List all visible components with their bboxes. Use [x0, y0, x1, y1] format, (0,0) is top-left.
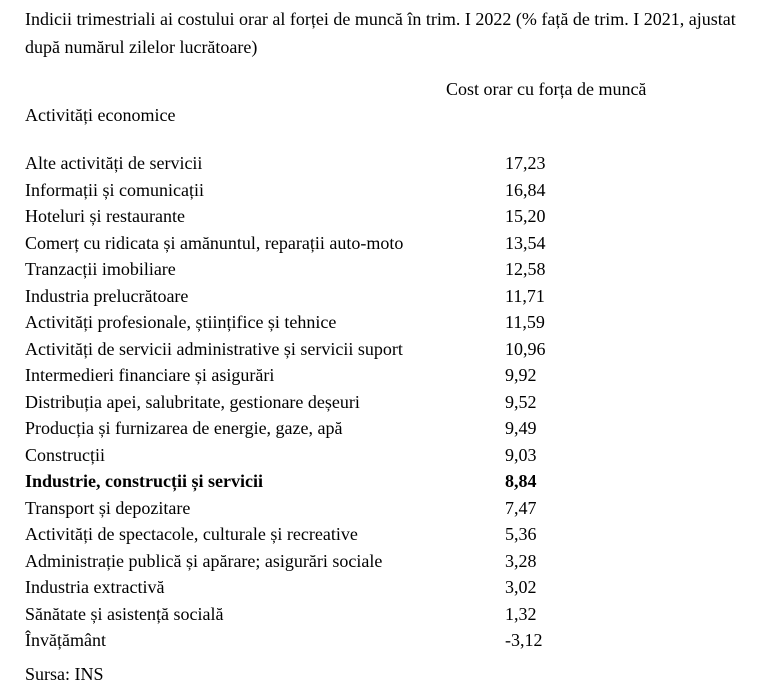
- cost-index-value: 3,02: [505, 577, 537, 597]
- cost-index-value: 10,96: [505, 338, 546, 359]
- column-header-cost: Cost orar cu forța de muncă: [446, 79, 647, 99]
- table-row: [0, 309, 772, 336]
- activity-label: Construcții: [25, 444, 105, 465]
- activity-label: Activități de spectacole, culturale și recreative: [25, 524, 358, 544]
- cost-index-value: 9,52: [505, 391, 537, 412]
- cost-index-value: 12,58: [505, 259, 546, 279]
- table-title: Indicii trimestriali ai costului orar al forței de muncă în trim. I 2022 (% față de trim. I 2021, ajustat după numărul zilelor lucrătoare): [25, 9, 736, 57]
- cost-index-value: 13,54: [505, 232, 546, 253]
- cost-index-value: 8,84: [505, 471, 537, 491]
- cost-index-value: 11,71: [505, 285, 545, 306]
- activity-label: Distribuția apei, salubritate, gestionare deșeuri: [25, 391, 360, 412]
- activity-label: Industria extractivă: [25, 577, 165, 597]
- cost-index-value: 16,84: [505, 179, 546, 200]
- cost-index-value: 11,59: [505, 312, 545, 332]
- table-row: [0, 415, 772, 442]
- activity-label: Industrie, construcții și servicii: [25, 471, 263, 491]
- cost-index-value: 1,32: [505, 603, 537, 624]
- table-row: [0, 601, 772, 628]
- cost-index-value: 7,47: [505, 497, 537, 518]
- activity-label: Activități de servicii administrative și servicii suport: [25, 338, 403, 359]
- cost-index-value: 9,92: [505, 365, 537, 385]
- cost-index-value: 3,28: [505, 550, 537, 571]
- cost-index-value: 9,03: [505, 444, 537, 465]
- activity-label: Transport și depozitare: [25, 497, 191, 518]
- activity-label: Administrație publică și apărare; asigurări sociale: [25, 550, 383, 571]
- table-body: [0, 150, 772, 654]
- activity-label: Informații și comunicații: [25, 179, 204, 200]
- table-row: [0, 468, 772, 495]
- activity-label: Hoteluri și restaurante: [25, 206, 185, 226]
- cost-index-value: 5,36: [505, 524, 537, 544]
- activity-label: Comerț cu ridicata și amănuntul, reparații auto-moto: [25, 232, 404, 253]
- table-row: [0, 203, 772, 230]
- activity-label: Producția și furnizarea de energie, gaze, apă: [25, 418, 343, 438]
- table-row: [0, 336, 772, 363]
- table-row: [0, 362, 772, 389]
- row-header-activities: Activități economice: [25, 105, 176, 125]
- table-row: [0, 521, 772, 548]
- table-row: [0, 150, 772, 177]
- table-row: [0, 574, 772, 601]
- activity-label: Industria prelucrătoare: [25, 285, 189, 306]
- activity-label: Alte activități de servicii: [25, 153, 203, 173]
- table-row: [0, 627, 772, 654]
- source-note: Sursa: INS: [25, 664, 104, 684]
- activity-label: Tranzacții imobiliare: [25, 259, 176, 279]
- table-row: [0, 389, 772, 416]
- table-row: [0, 177, 772, 204]
- activity-label: Intermedieri financiare și asigurări: [25, 365, 275, 385]
- activity-label: Sănătate și asistență socială: [25, 603, 224, 624]
- cost-index-value: -3,12: [505, 630, 543, 650]
- table-row: [0, 283, 772, 310]
- table-row: [0, 442, 772, 469]
- activity-label: Învățământ: [25, 630, 106, 650]
- table-row: [0, 548, 772, 575]
- table-row: [0, 495, 772, 522]
- cost-index-value: 17,23: [505, 153, 546, 173]
- cost-index-value: 15,20: [505, 206, 546, 226]
- cost-index-value: 9,49: [505, 418, 537, 438]
- table-row: [0, 230, 772, 257]
- table-row: [0, 256, 772, 283]
- activity-label: Activități profesionale, științifice și tehnice: [25, 312, 337, 332]
